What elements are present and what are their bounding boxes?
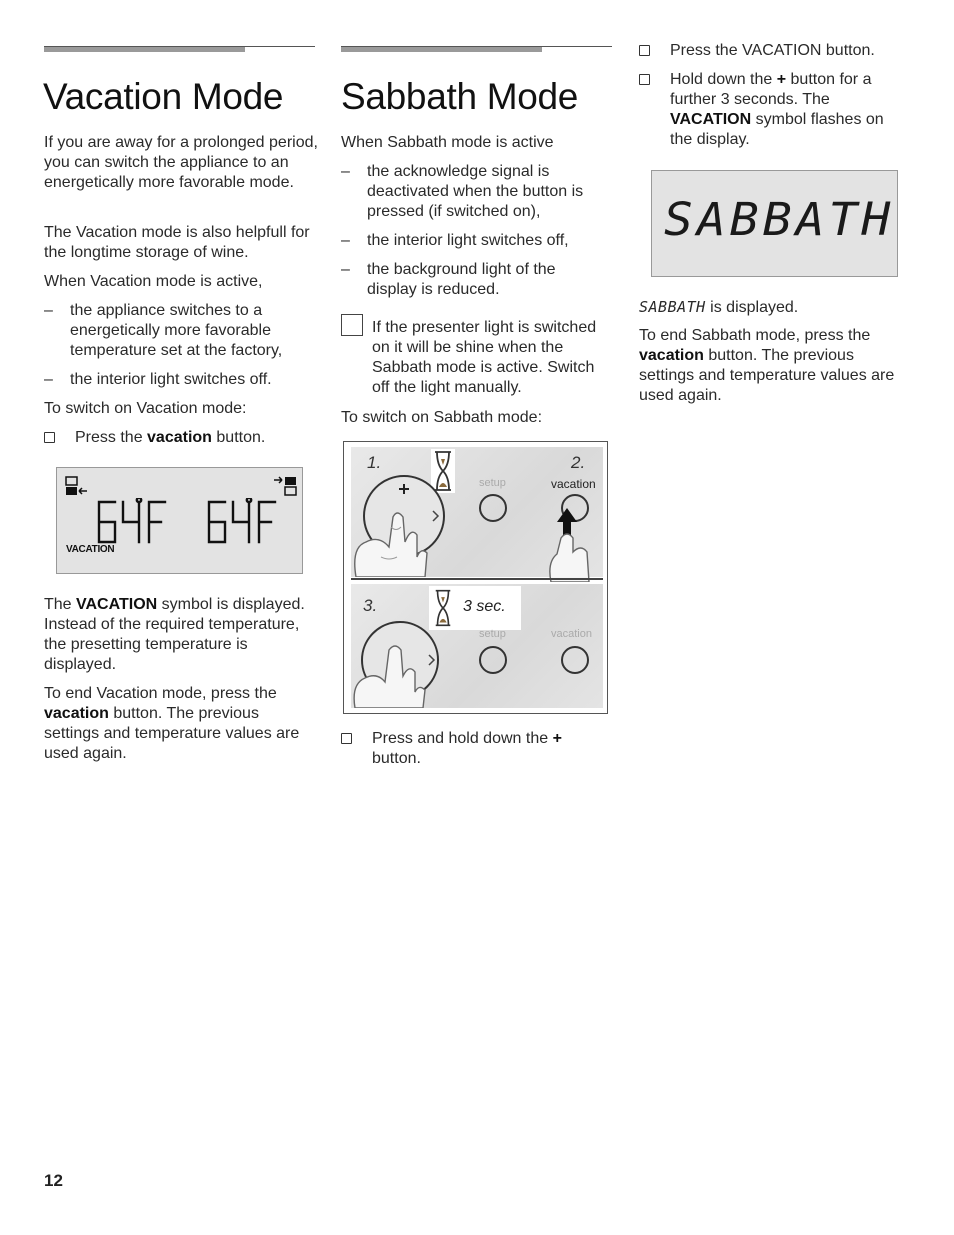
hand-pressing-icon [351, 487, 441, 577]
vacation-bullet-1: – the appliance switches to a energetically more favorable temperature set at the factory, [44, 302, 283, 359]
sabbath-bullet-2: – the interior light switches off, [341, 232, 569, 249]
figure-step-3: 3. [363, 596, 378, 615]
vacation-display-label: VACATION [66, 544, 115, 555]
hand-press-vacation-icon [543, 502, 603, 582]
sabbath-when-active: When Sabbath mode is active [341, 134, 554, 151]
section-rule-vacation [44, 46, 315, 52]
page-number: 12 [44, 1171, 63, 1190]
sabbath-instruction-figure [343, 441, 608, 714]
figure-panel-1 [351, 447, 603, 577]
checkbox-icon [639, 74, 650, 85]
figure-vacation-label-dim: vacation [551, 628, 592, 640]
note-icon [341, 314, 363, 336]
sabbath-switch-on: To switch on Sabbath mode: [341, 409, 543, 426]
vacation-end-text: To end Vacation mode, press the vacation button. The previous settings and temperature values are used again. [44, 685, 300, 762]
col3-step-1: Press the VACATION button. [639, 41, 930, 61]
section-rule-sabbath [341, 46, 612, 52]
vacation-temperature-readout [95, 498, 305, 546]
figure-setup-label-dim: setup [479, 628, 506, 640]
vacation-step: Press the vacation button. [44, 428, 315, 448]
vacation-storage: The Vacation mode is also helpfull for the longtime storage of wine. [44, 224, 310, 261]
timer-seconds-label: 3 sec. [463, 598, 506, 615]
hand-pressing-icon [351, 628, 431, 708]
vacation-symbol-text: The VACATION symbol is displayed. Instead of the required temperature, the presetting temperature is displayed. [44, 596, 305, 673]
sabbath-display [651, 170, 898, 277]
vacation-when-active: When Vacation mode is active, [44, 273, 263, 290]
sabbath-step: Press and hold down the + button. [341, 729, 612, 769]
sabbath-bullet-1: – the acknowledge signal is deactivated when the button is pressed (if switched on), [341, 163, 584, 220]
setup-button-icon [479, 494, 507, 522]
figure-setup-label: setup [479, 477, 506, 489]
vacation-display [56, 467, 303, 574]
figure-step-1: 1. [367, 453, 382, 472]
setup-button-icon [479, 646, 507, 674]
vacation-intro: If you are away for a prolonged period, you can switch the appliance to an energetically more favorable mode. [44, 134, 318, 191]
sabbath-display-text: SABBATH [664, 193, 895, 247]
figure-step-2: 2. [571, 453, 586, 472]
checkbox-icon [341, 733, 352, 744]
vacation-button-icon [561, 646, 589, 674]
figure-vacation-label: vacation [551, 477, 596, 491]
figure-panel-2 [351, 584, 603, 708]
fridge-out-icon [65, 476, 91, 498]
sabbath-end-text: To end Sabbath mode, press the vacation button. The previous settings and temperature values are used again. [639, 327, 895, 404]
sabbath-displayed-text: SABBATH is displayed. [639, 298, 799, 316]
vacation-switch-on: To switch on Vacation mode: [44, 400, 247, 417]
sabbath-title: Sabbath Mode [341, 76, 579, 117]
fridge-in-icon [272, 476, 298, 498]
vacation-title: Vacation Mode [43, 76, 284, 117]
checkbox-icon [44, 432, 55, 443]
sabbath-bullet-3: – the background light of the display is reduced. [341, 261, 556, 298]
vacation-bullet-2: – the interior light switches off. [44, 371, 272, 388]
col3-step-2: Hold down the + button for a further 3 seconds. The VACATION symbol flashes on the display. [639, 70, 910, 150]
figure-divider [351, 578, 603, 580]
checkbox-icon [639, 45, 650, 56]
